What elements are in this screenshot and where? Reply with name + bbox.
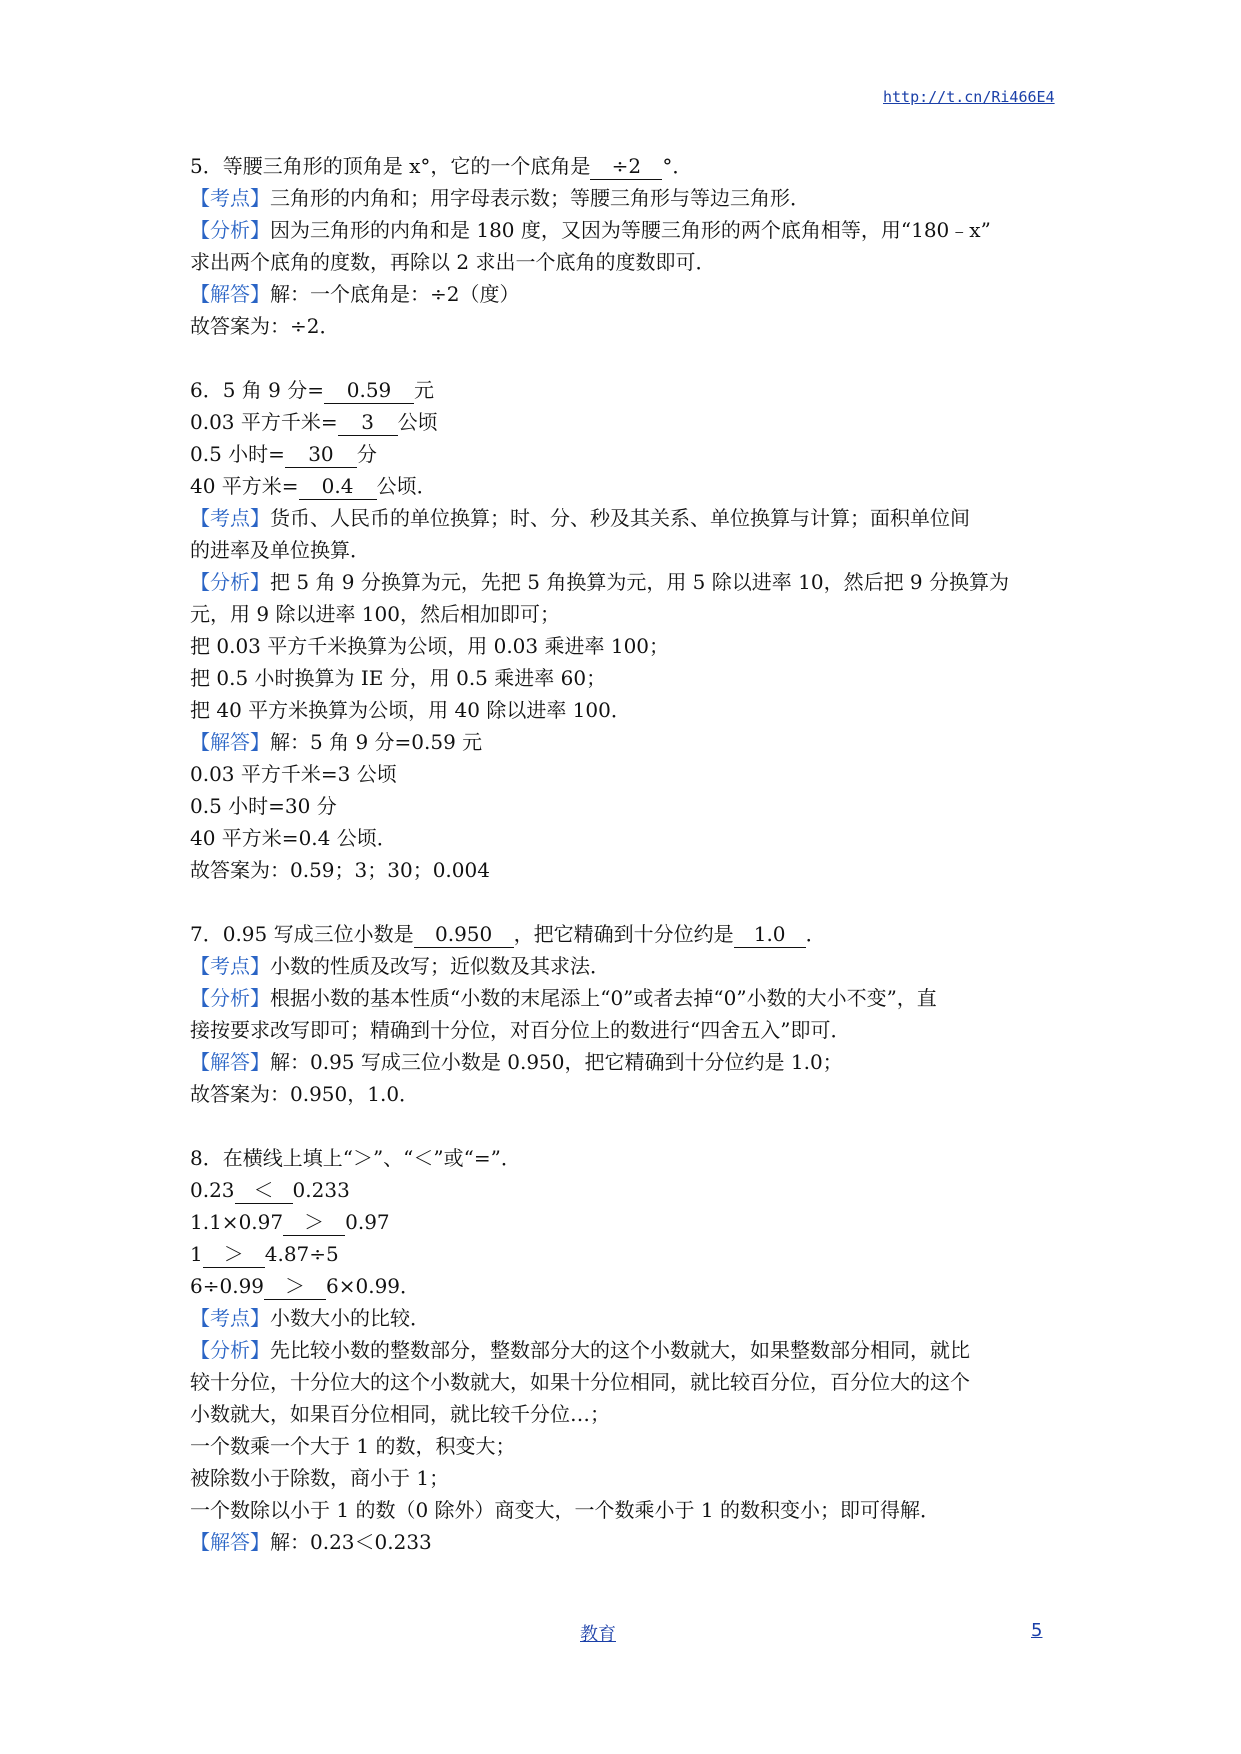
q8-fenxi bbox=[190, 1334, 1070, 1366]
q5-fenxi bbox=[190, 214, 1070, 246]
q7-kaodian bbox=[190, 950, 1070, 982]
q6-l2-unit: 公顷 bbox=[397, 410, 438, 434]
q8-row-3 bbox=[190, 1238, 1070, 1270]
q6-blank-3: 30 bbox=[285, 441, 357, 468]
q6-fenxi-cont-2: 把 0.03 平方千米换算为公顷，用 0.03 乘进率 100； bbox=[190, 634, 670, 658]
q5-answer: 故答案为：÷2． bbox=[190, 314, 340, 338]
jieda-tag: 【解答】 bbox=[190, 730, 270, 754]
kaodian-text: 小数的性质及改写；近似数及其求法． bbox=[270, 954, 610, 978]
q7-jieda bbox=[190, 1046, 1070, 1078]
fenxi-text: 根据小数的基本性质“小数的末尾添上“0”或者去掉“0”小数的大小不变”，直 bbox=[270, 986, 937, 1010]
spacer bbox=[190, 342, 1070, 374]
q8-blank-2: ＞ bbox=[283, 1209, 345, 1236]
q6-line-2 bbox=[190, 406, 1070, 438]
q8-fenxi-cont-3: 一个数乘一个大于 1 的数，积变大； bbox=[190, 1434, 516, 1458]
q6-line-1 bbox=[190, 374, 1070, 406]
q6-line-3 bbox=[190, 438, 1070, 470]
jieda-text: 解：一个底角是：÷2（度） bbox=[270, 282, 520, 306]
q8-fenxi-cont-4: 被除数小于除数，商小于 1； bbox=[190, 1466, 450, 1490]
kaodian-tag: 【考点】 bbox=[190, 186, 270, 210]
kaodian-tag: 【考点】 bbox=[190, 954, 270, 978]
fenxi-text: 把 5 角 9 分换算为元，先把 5 角换算为元，用 5 除以进率 10，然后把 9 分换算为 bbox=[270, 570, 1010, 594]
jieda-text: 解：0.23＜0.233 bbox=[270, 1530, 432, 1554]
q6-l2-text: 0.03 平方千米= bbox=[190, 410, 338, 434]
jieda-tag: 【解答】 bbox=[190, 282, 270, 306]
q5-stem-text: 5．等腰三角形的顶角是 x°，它的一个底角是 bbox=[190, 154, 591, 178]
jieda-text: 解：5 角 9 分=0.59 元 bbox=[270, 730, 483, 754]
q5-kaodian bbox=[190, 182, 1070, 214]
fenxi-text: 先比较小数的整数部分，整数部分大的这个小数就大，如果整数部分相同，就比 bbox=[270, 1338, 970, 1362]
q7-fenxi-cont: 接按要求改写即可；精确到十分位，对百分位上的数进行“四舍五入”即可． bbox=[190, 1018, 851, 1042]
q7-fenxi bbox=[190, 982, 1070, 1014]
q6-kaodian-cont: 的进率及单位换算． bbox=[190, 538, 370, 562]
q7-blank-1: 0.950 bbox=[414, 921, 514, 948]
q8-row-4 bbox=[190, 1270, 1070, 1302]
q6-kaodian bbox=[190, 502, 1070, 534]
q8-r2-right: 0.97 bbox=[345, 1210, 390, 1234]
q8-jieda bbox=[190, 1526, 1070, 1558]
q8-fenxi-cont-5: 一个数除以小于 1 的数（0 除外）商变大，一个数乘小于 1 的数积变小；即可得解． bbox=[190, 1498, 940, 1522]
q6-fenxi-cont-3: 把 0.5 小时换算为 IE 分，用 0.5 乘进率 60； bbox=[190, 666, 607, 690]
q6-jieda bbox=[190, 726, 1070, 758]
fenxi-tag: 【分析】 bbox=[190, 570, 270, 594]
q8-blank-1: ＜ bbox=[235, 1177, 293, 1204]
q8-r4-left: 6÷0.99 bbox=[190, 1274, 265, 1298]
q8-blank-4: ＞ bbox=[264, 1273, 326, 1300]
jieda-text: 解：0.95 写成三位小数是 0.950，把它精确到十分位约是 1.0； bbox=[270, 1050, 843, 1074]
q6-blank-1: 0.59 bbox=[324, 377, 414, 404]
q8-fenxi-cont-1: 较十分位，十分位大的这个小数就大，如果十分位相同，就比较百分位，百分位大的这个 bbox=[190, 1370, 970, 1394]
q5-stem-end: °． bbox=[662, 154, 693, 178]
kaodian-tag: 【考点】 bbox=[190, 1306, 270, 1330]
q8-r2-left: 1.1×0.97 bbox=[190, 1210, 284, 1234]
spacer bbox=[190, 1110, 1070, 1142]
q6-fenxi bbox=[190, 566, 1070, 598]
q8-fenxi-cont-2: 小数就大，如果百分位相同，就比较千分位…； bbox=[190, 1402, 610, 1426]
q6-jieda-cont-3: 40 平方米=0.4 公顷． bbox=[190, 826, 397, 850]
q5-jieda bbox=[190, 278, 1070, 310]
q8-row-1 bbox=[190, 1174, 1070, 1206]
kaodian-text: 三角形的内角和；用字母表示数；等腰三角形与等边三角形． bbox=[270, 186, 810, 210]
q7-blank-2: 1.0 bbox=[734, 921, 806, 948]
q8-r1-right: 0.233 bbox=[292, 1178, 350, 1202]
q6-l4-unit: 公顷． bbox=[376, 474, 437, 498]
fenxi-tag: 【分析】 bbox=[190, 1338, 270, 1362]
q6-fenxi-cont-1: 元，用 9 除以进率 100，然后相加即可； bbox=[190, 602, 560, 626]
q8-r3-left: 1 bbox=[190, 1242, 203, 1266]
q6-l1-unit: 元 bbox=[414, 378, 435, 402]
document-body bbox=[190, 150, 1070, 1558]
footer-link[interactable]: 教育 bbox=[580, 1624, 616, 1645]
q6-jieda-cont-2: 0.5 小时=30 分 bbox=[190, 794, 337, 818]
q7-stem-text: 7．0.95 写成三位小数是 bbox=[190, 922, 414, 946]
fenxi-tag: 【分析】 bbox=[190, 218, 270, 242]
q5-fenxi-cont: 求出两个底角的度数，再除以 2 求出一个底角的度数即可． bbox=[190, 250, 716, 274]
q7-stem-mid: ，把它精确到十分位约是 bbox=[513, 922, 734, 946]
q6-fenxi-cont-4: 把 40 平方米换算为公顷，用 40 除以进率 100． bbox=[190, 698, 631, 722]
q6-l3-text: 0.5 小时= bbox=[190, 442, 285, 466]
page-number: 5 bbox=[1031, 1620, 1043, 1641]
q7-answer: 故答案为：0.950，1.0． bbox=[190, 1082, 420, 1106]
kaodian-text: 货币、人民币的单位换算；时、分、秒及其关系、单位换算与计算；面积单位间 bbox=[270, 506, 970, 530]
q6-l4-text: 40 平方米= bbox=[190, 474, 299, 498]
q8-row-2 bbox=[190, 1206, 1070, 1238]
q5-stem bbox=[190, 150, 1070, 182]
kaodian-text: 小数大小的比较． bbox=[270, 1306, 430, 1330]
q6-answer: 故答案为：0.59；3；30；0.004 bbox=[190, 858, 490, 882]
q6-jieda-cont-1: 0.03 平方千米=3 公顷 bbox=[190, 762, 397, 786]
spacer bbox=[190, 886, 1070, 918]
q6-blank-4: 0.4 bbox=[299, 473, 377, 500]
q8-kaodian bbox=[190, 1302, 1070, 1334]
q7-stem bbox=[190, 918, 1070, 950]
jieda-tag: 【解答】 bbox=[190, 1530, 270, 1554]
kaodian-tag: 【考点】 bbox=[190, 506, 270, 530]
q8-r1-left: 0.23 bbox=[190, 1178, 235, 1202]
q7-stem-end: ． bbox=[805, 922, 826, 946]
q8-stem: 8．在横线上填上“＞”、“＜”或“=”． bbox=[190, 1146, 521, 1170]
fenxi-text: 因为三角形的内角和是 180 度，又因为等腰三角形的两个底角相等，用“180﹣x” bbox=[270, 218, 991, 242]
jieda-tag: 【解答】 bbox=[190, 1050, 270, 1074]
q6-l1-text: 6．5 角 9 分= bbox=[190, 378, 325, 402]
header-link[interactable]: http://t.cn/Ri466E4 bbox=[883, 88, 1055, 106]
q6-blank-2: 3 bbox=[338, 409, 398, 436]
q8-r3-right: 4.87÷5 bbox=[264, 1242, 339, 1266]
q5-answer-blank: ÷2 bbox=[590, 153, 662, 180]
q6-line-4 bbox=[190, 470, 1070, 502]
fenxi-tag: 【分析】 bbox=[190, 986, 270, 1010]
q6-l3-unit: 分 bbox=[356, 442, 377, 466]
q8-blank-3: ＞ bbox=[203, 1241, 265, 1268]
q8-r4-right: 6×0.99． bbox=[326, 1274, 421, 1298]
